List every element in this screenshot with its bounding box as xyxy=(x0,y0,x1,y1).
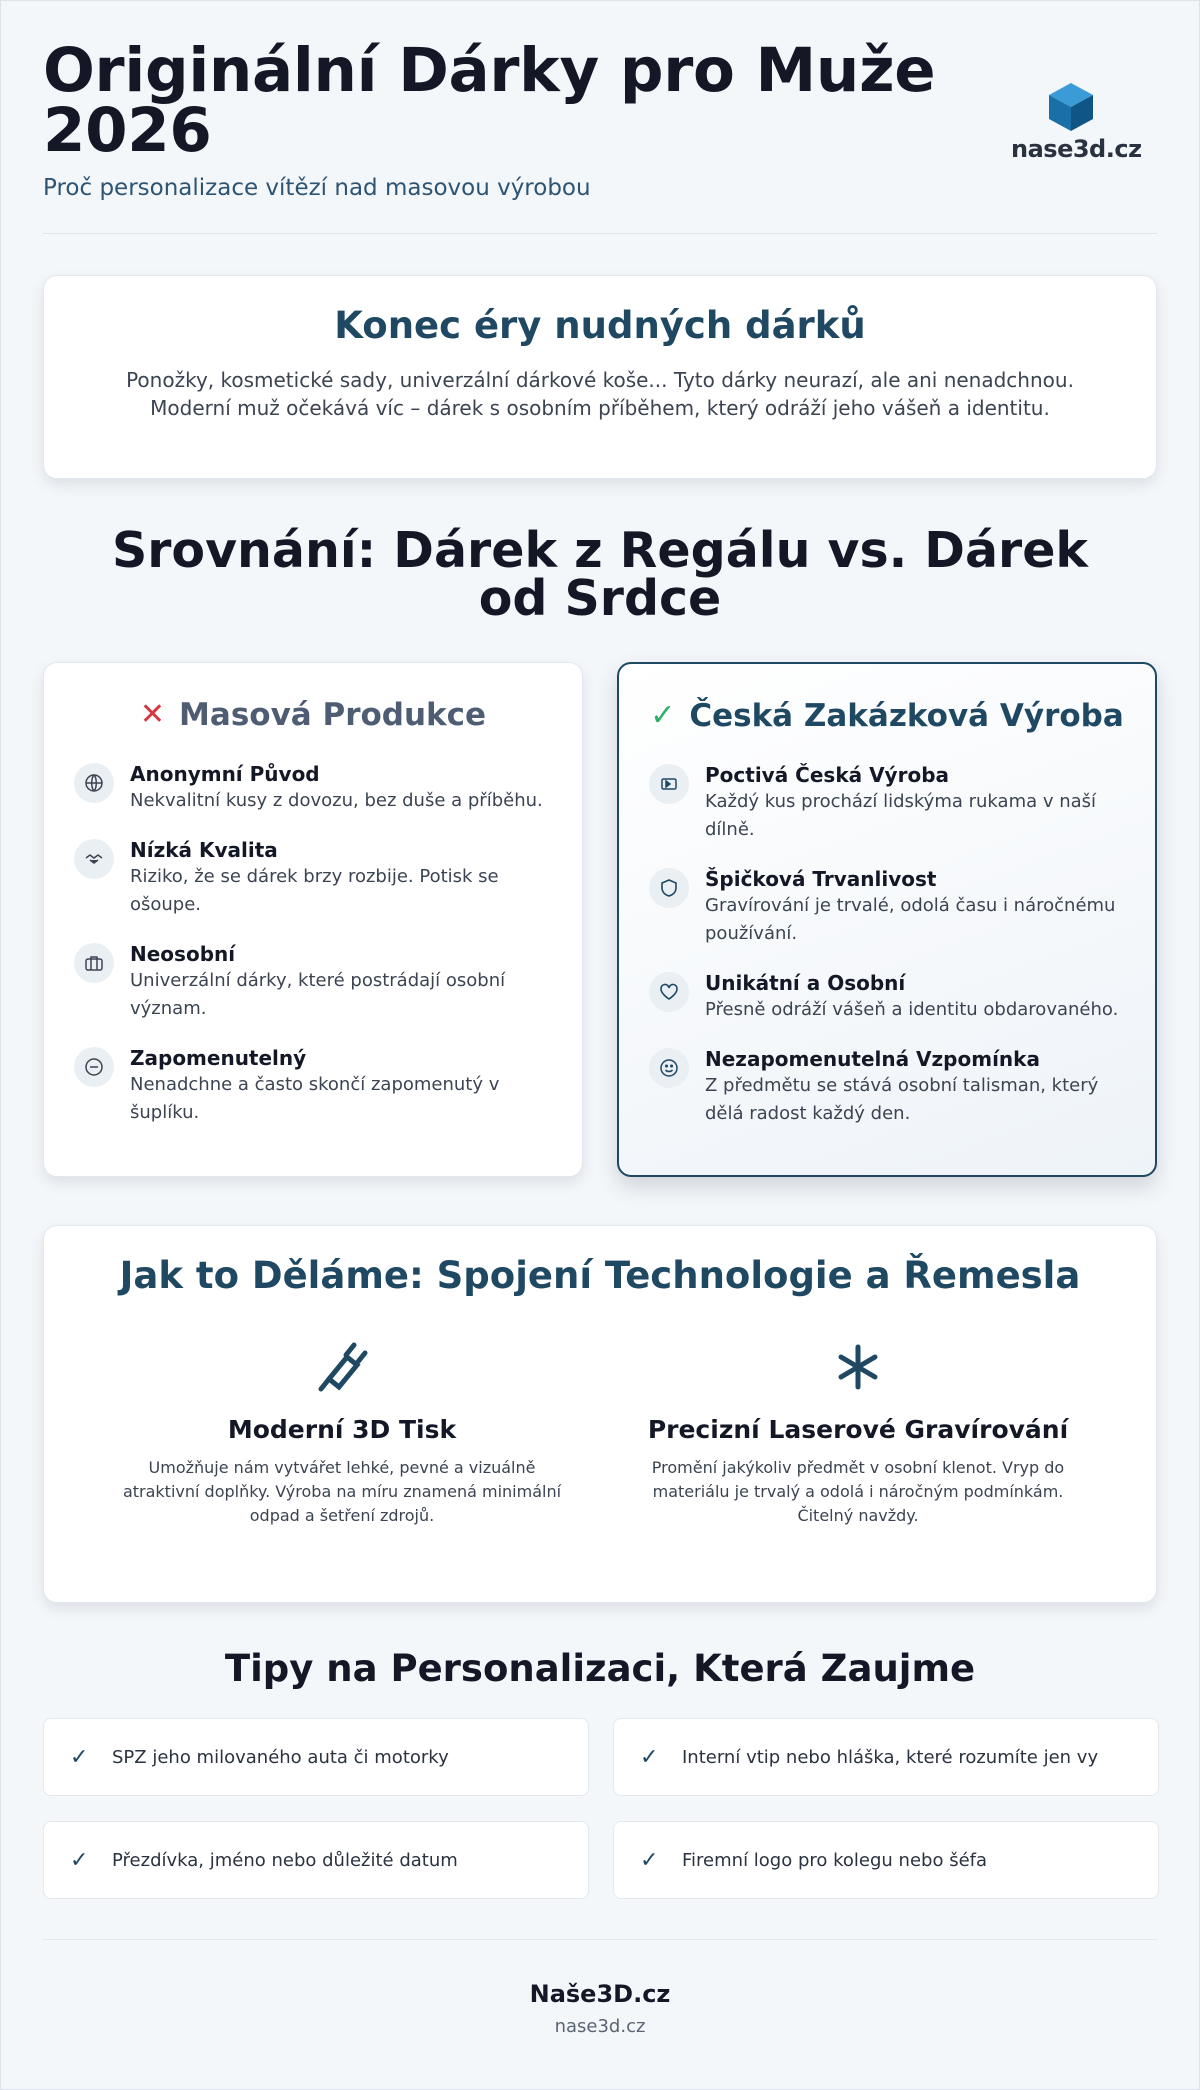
mass-production-column xyxy=(43,662,583,1177)
check-icon: ✓ xyxy=(70,1744,89,1770)
how-we-do-it-card xyxy=(43,1225,1157,1603)
comparison-title: Srovnání: Dárek z Regálu vs. Dárek od Srdce xyxy=(111,522,1089,627)
footer-brand: Naše3D.cz xyxy=(529,1980,671,2008)
cube-logo-icon xyxy=(1046,81,1096,133)
how-item-desc: Promění jakýkoliv předmět v osobní klenot. Vryp do materiálu je trvalý a odolá i náročným podmínkám. Čitelný navždy. xyxy=(651,1458,1065,1525)
cross-icon: ✕ xyxy=(139,697,166,732)
item-desc: Gravírování je trvalé, odolá času i náročnému používání. xyxy=(705,895,1116,944)
how-item-title: Precizní Laserové Gravírování xyxy=(647,1415,1069,1444)
laser-spark-icon xyxy=(828,1337,888,1397)
item-desc: Univerzální dárky, které postrádají osobní význam. xyxy=(130,970,506,1019)
list-item xyxy=(74,837,552,919)
briefcase-icon xyxy=(74,943,114,983)
minus-circle-icon xyxy=(74,1047,114,1087)
intro-text: Ponožky, kosmetické sady, univerzální dárkové koše... Tyto dárky neurazí, ale ani nenadchnou. Moderní muž očekává víc – dárek s osobním příběhem, který odráží jeho vášeň a identitu. xyxy=(126,368,1074,420)
item-desc: Riziko, že se dárek brzy rozbije. Potisk se ošoupe. xyxy=(130,866,499,915)
how-heading: Jak to Děláme: Spojení Technologie a Řemesla xyxy=(119,1254,1081,1297)
list-item xyxy=(649,866,1125,948)
how-item-3d-print xyxy=(84,1337,600,1528)
check-icon: ✓ xyxy=(640,1847,659,1873)
item-title: Poctivá Česká Výroba xyxy=(705,763,950,787)
tip-item xyxy=(43,1821,589,1899)
how-item-title: Moderní 3D Tisk xyxy=(227,1415,457,1444)
intro-heading: Konec éry nudných dárků xyxy=(334,304,866,347)
broken-handshake-icon xyxy=(74,839,114,879)
check-icon: ✓ xyxy=(650,698,676,733)
tips-heading: Tipy na Personalizaci, Která Zaujme xyxy=(224,1647,976,1690)
list-item xyxy=(649,762,1125,844)
item-desc: Každý kus prochází lidskýma rukama v naší dílně. xyxy=(705,791,1097,840)
mass-production-header xyxy=(74,691,552,739)
tip-text: SPZ jeho milovaného auta či motorky xyxy=(112,1746,449,1768)
item-title: Nezapomenutelná Vzpomínka xyxy=(705,1047,1040,1071)
logo-text: nase3d.cz xyxy=(1011,135,1142,163)
check-icon: ✓ xyxy=(70,1847,89,1873)
tip-item xyxy=(613,1821,1159,1899)
smile-icon xyxy=(649,1048,689,1088)
check-icon: ✓ xyxy=(640,1744,659,1770)
tip-item xyxy=(43,1718,589,1796)
item-desc: Nekvalitní kusy z dovozu, bez duše a příběhu. xyxy=(130,790,543,811)
page-subtitle: Proč personalizace vítězí nad masovou výrobou xyxy=(43,175,591,201)
footer xyxy=(43,1939,1157,2037)
item-title: Špičková Trvanlivost xyxy=(705,867,937,891)
header xyxy=(43,35,1157,234)
list-item xyxy=(74,941,552,1023)
page-title: Originální Dárky pro Muže 2026 xyxy=(43,35,936,166)
item-title: Nízká Kvalita xyxy=(130,838,278,862)
shield-icon xyxy=(649,868,689,908)
how-item-laser xyxy=(600,1337,1116,1528)
heart-icon xyxy=(649,972,689,1012)
custom-production-column xyxy=(617,662,1157,1177)
tip-text: Interní vtip nebo hláška, které rozumíte jen vy xyxy=(682,1746,1099,1768)
tip-item xyxy=(613,1718,1159,1796)
mass-production-heading: Masová Produkce xyxy=(179,697,487,733)
list-item xyxy=(74,1045,552,1127)
item-desc: Z předmětu se stává osobní talisman, který dělá radost každý den. xyxy=(705,1075,1099,1124)
tip-text: Přezdívka, jméno nebo důležité datum xyxy=(112,1849,458,1871)
globe-icon xyxy=(74,763,114,803)
comparison-row xyxy=(43,662,1157,1177)
item-title: Unikátní a Osobní xyxy=(705,971,906,995)
item-title: Anonymní Původ xyxy=(130,762,320,786)
list-item xyxy=(74,761,552,815)
how-item-desc: Umožňuje nám vytvářet lehké, pevné a vizuálně atraktivní doplňky. Výroba na míru znamená minimální odpad a šetření zdrojů. xyxy=(122,1458,562,1525)
custom-production-header xyxy=(649,692,1125,740)
tip-text: Firemní logo pro kolegu nebo šéfa xyxy=(682,1849,988,1871)
tips-grid xyxy=(43,1718,1157,1899)
3d-printer-nozzle-icon xyxy=(312,1337,372,1397)
list-item xyxy=(649,1046,1125,1128)
footer-url-link[interactable]: nase3d.cz xyxy=(554,2016,646,2037)
logo[interactable] xyxy=(1011,81,1142,163)
item-title: Zapomenutelný xyxy=(130,1046,307,1070)
item-desc: Přesně odráží vášeň a identitu obdarovaného. xyxy=(705,999,1119,1020)
item-title: Neosobní xyxy=(130,942,236,966)
list-item xyxy=(649,970,1125,1024)
flag-icon xyxy=(649,764,689,804)
item-desc: Nenadchne a často skončí zapomenutý v šuplíku. xyxy=(130,1074,500,1123)
custom-production-heading: Česká Zakázková Výroba xyxy=(689,698,1124,734)
intro-card xyxy=(43,275,1157,479)
